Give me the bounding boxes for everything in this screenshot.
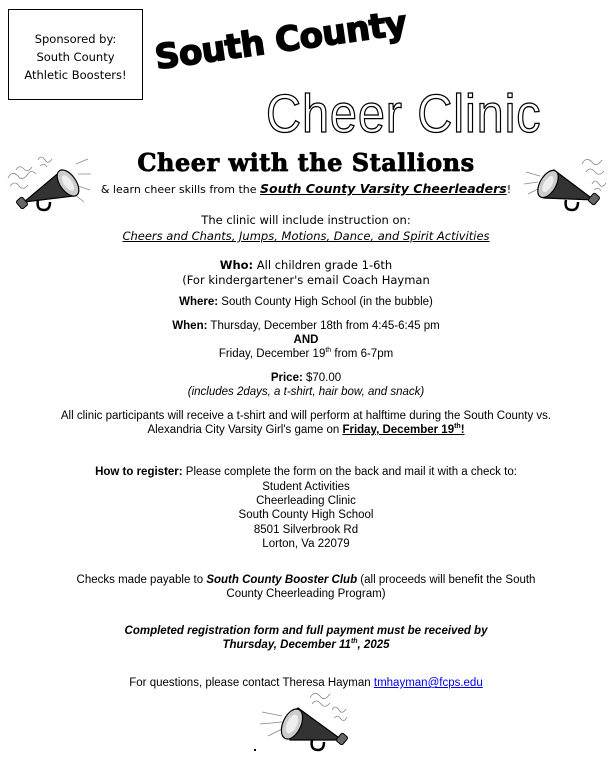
ordinal-suffix: th	[325, 347, 332, 355]
where-value: South County High School (in the bubble)	[218, 296, 433, 308]
register-text: Please complete the form on the back and mail it with a check to:	[182, 466, 517, 478]
when-line	[0, 320, 612, 332]
learn-line	[0, 181, 612, 196]
who-note: (For kindergartener's email Coach Hayman	[182, 273, 430, 287]
when-value-2-time: from 6-7pm	[331, 348, 394, 360]
ordinal-suffix: th	[454, 423, 461, 431]
learn-emphasis: South County Varsity Cheerleaders	[260, 181, 507, 196]
instruction-topics: Cheers and Chants, Jumps, Motions, Dance, and Spirit Activities	[122, 229, 490, 243]
checks-text-2: (all proceeds will benefit the South	[357, 574, 536, 586]
exclamation: !	[460, 424, 465, 436]
subtitle: Cheer with the Stallions	[137, 148, 475, 177]
sponsor-line: South County	[36, 50, 115, 64]
who-line	[0, 258, 612, 272]
address-line: 8501 Silverbrook Rd	[253, 523, 359, 536]
when-label: When:	[172, 320, 208, 332]
address-line: Student Activities	[262, 481, 350, 493]
sponsor-line: Athletic Boosters!	[24, 68, 127, 82]
contact-line	[0, 677, 612, 689]
price-value: $70.00	[302, 372, 342, 384]
sponsor-box	[8, 9, 143, 100]
where-label: Where:	[179, 296, 219, 308]
participants-line-1: All clinic participants will receive a t-shirt and will perform at halftime during the South County vs.	[60, 410, 552, 422]
who-value: All children grade 1-6th	[253, 258, 393, 272]
checks-line-1	[0, 574, 612, 586]
checks-line-2: County Cheerleading Program)	[226, 588, 386, 600]
game-date: Friday, December 19	[342, 424, 455, 436]
checks-payee: South County Booster Club	[206, 574, 358, 586]
where-line	[0, 296, 612, 308]
deadline-line-2	[0, 639, 612, 651]
deadline-year: , 2025	[357, 639, 390, 651]
megaphone-icon	[258, 690, 368, 756]
sponsor-line: Sponsored by:	[34, 32, 117, 46]
price-line	[0, 372, 612, 384]
email-link[interactable]: tmhayman@fcps.edu	[373, 677, 483, 689]
title-cheer-clinic: Cheer Clinic	[266, 84, 542, 144]
when-line-2	[0, 348, 612, 360]
when-and: AND	[293, 334, 319, 346]
when-value-1: Thursday, December 18th from 4:45-6:45 pm	[207, 320, 440, 332]
register-label: How to register:	[95, 466, 183, 478]
title-south-county: South County	[152, 3, 410, 79]
register-line	[0, 466, 612, 478]
price-note: (includes 2days, a t-shirt, hair bow, and snack)	[187, 386, 425, 398]
instruction-intro: The clinic will include instruction on:	[201, 213, 411, 227]
who-label: Who:	[219, 258, 254, 272]
ordinal-suffix: th	[350, 638, 358, 646]
when-value-2: Friday, December 19	[218, 348, 326, 360]
checks-text: Checks made payable to	[76, 574, 207, 586]
learn-suffix: !	[506, 183, 512, 196]
deadline-date: Thursday, December 11	[222, 639, 351, 651]
address-line: Cheerleading Clinic	[256, 495, 356, 508]
address-line: Lorton, Va 22079	[262, 537, 350, 550]
deadline-line-1: Completed registration form and full payment must be received by	[124, 625, 488, 637]
learn-prefix: & learn cheer skills from the	[100, 183, 261, 196]
participants-line-2	[0, 424, 612, 436]
participants-text: Alexandria City Varsity Girl's game on	[147, 424, 343, 436]
contact-text: For questions, please contact Theresa Hayman	[129, 677, 374, 689]
stray-dot	[254, 749, 256, 751]
price-label: Price:	[270, 372, 303, 384]
mailing-address	[0, 480, 612, 551]
address-line: South County High School	[238, 509, 374, 522]
